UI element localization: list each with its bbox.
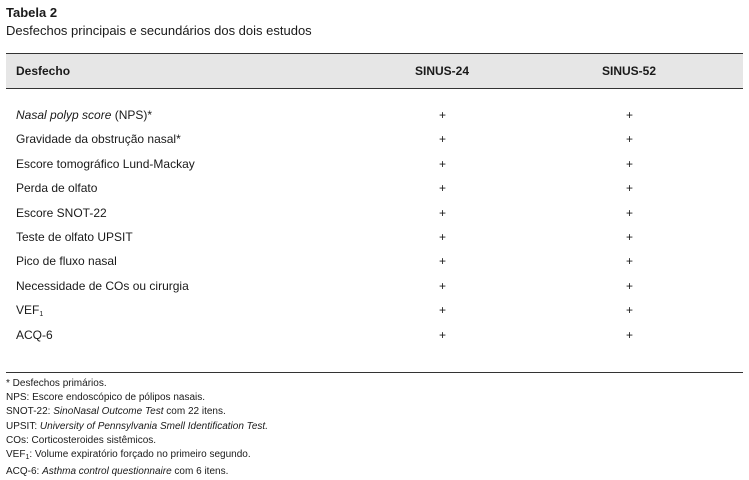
table-row: [6, 128, 743, 152]
footnote-cos: COs: Corticosteroides sistêmicos.: [6, 434, 157, 446]
row-label-text: (NPS)*: [111, 108, 153, 122]
footnote-subscript: 1: [25, 454, 30, 462]
footnote-nps: NPS: Escore endoscópico de pólipos nasais.: [6, 392, 206, 404]
footnote-italic: Asthma control questionnaire: [42, 466, 172, 478]
footnote-primary-outcomes: * Desfechos primários.: [6, 378, 107, 389]
footnote-text: ACQ-6:: [6, 466, 43, 478]
footnote-acq6: [6, 465, 268, 479]
row-label: ACQ-6: [16, 327, 53, 342]
row-label: Gravidade da obstrução nasal*: [16, 132, 181, 147]
column-header-sinus-52: SINUS-52: [602, 64, 657, 78]
cell-sinus-24: +: [439, 181, 447, 196]
table-row: [6, 250, 743, 274]
table-bottom-rule: [6, 372, 743, 373]
cell-sinus-52: +: [626, 205, 634, 220]
table-header: [6, 53, 743, 89]
row-label: [16, 108, 152, 122]
cell-sinus-24: +: [439, 108, 447, 122]
row-label: Pico de fluxo nasal: [16, 254, 117, 269]
cell-sinus-52: +: [626, 181, 634, 196]
table-title: Tabela 2: [6, 5, 58, 20]
cell-sinus-52: +: [626, 303, 634, 318]
table-row: [6, 202, 743, 226]
table-row: [6, 153, 743, 177]
table-row: [6, 299, 743, 323]
footnote-snot22: [6, 405, 268, 419]
column-header-desfecho: Desfecho: [16, 64, 71, 78]
footnote-text: SNOT-22:: [6, 406, 54, 418]
table-row: [6, 324, 743, 348]
cell-sinus-24: +: [439, 229, 447, 244]
cell-sinus-24: +: [439, 254, 447, 269]
row-label-subscript: 1: [39, 311, 44, 319]
table-row: [6, 177, 743, 201]
footnote-text: : Volume expiratório forçado no primeiro segundo.: [29, 449, 251, 461]
table-row: [6, 275, 743, 299]
footnote-text: com 22 itens.: [163, 406, 226, 418]
cell-sinus-52: +: [626, 132, 634, 147]
row-label-text: VEF: [16, 303, 40, 318]
cell-sinus-52: +: [626, 327, 634, 342]
cell-sinus-24: +: [439, 205, 447, 220]
cell-sinus-24: +: [439, 156, 447, 171]
row-label: Perda de olfato: [16, 181, 98, 196]
row-label: Escore tomográfico Lund-Mackay: [16, 156, 195, 171]
cell-sinus-52: +: [626, 108, 634, 122]
cell-sinus-24: +: [439, 278, 447, 293]
footnotes: [6, 377, 268, 479]
cell-sinus-52: +: [626, 278, 634, 293]
cell-sinus-24: +: [439, 132, 447, 147]
cell-sinus-52: +: [626, 254, 634, 269]
footnote-text: VEF: [6, 449, 26, 461]
footnote-upsit: [6, 420, 268, 434]
cell-sinus-24: +: [439, 303, 447, 318]
table-subtitle: Desfechos principais e secundários dos dois estudos: [6, 23, 312, 38]
cell-sinus-52: +: [626, 156, 634, 171]
footnote-text: com 6 itens.: [171, 466, 229, 478]
table-body: [6, 104, 743, 348]
row-label: Escore SNOT-22: [16, 205, 107, 220]
cell-sinus-24: +: [439, 327, 447, 342]
footnote-text: UPSIT:: [6, 420, 40, 432]
footnote-italic: SinoNasal Outcome Test: [53, 406, 164, 418]
row-label: Teste de olfato UPSIT: [16, 229, 133, 244]
row-label: [16, 303, 43, 318]
table-row: [6, 226, 743, 250]
column-header-sinus-24: SINUS-24: [415, 64, 470, 78]
row-label: Necessidade de COs ou cirurgia: [16, 278, 189, 293]
table-row: [6, 104, 743, 128]
footnote-vef1: [6, 448, 268, 465]
footnote-italic: University of Pennsylvania Smell Identification Test.: [39, 420, 268, 432]
cell-sinus-52: +: [626, 229, 634, 244]
row-label-italic: Nasal polyp score: [16, 108, 112, 122]
